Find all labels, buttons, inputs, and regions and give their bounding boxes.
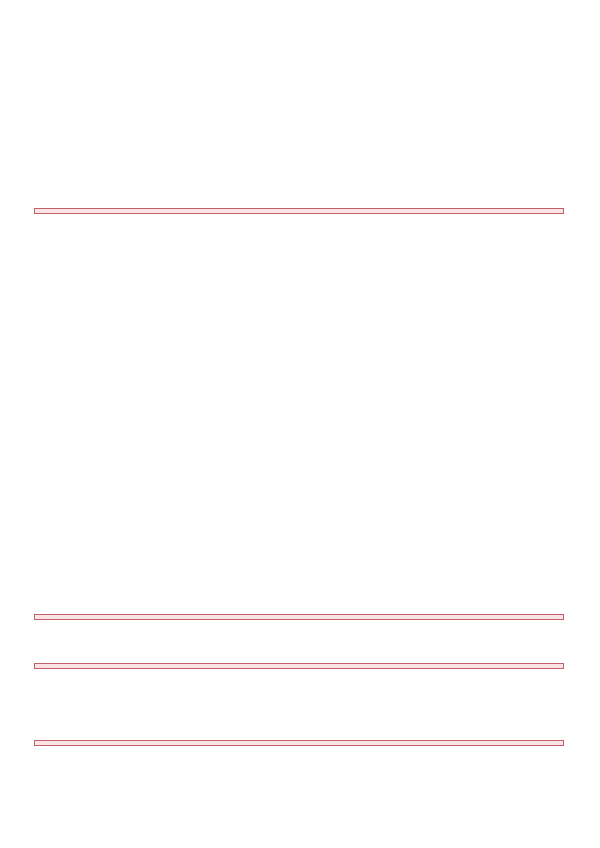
definition-box-area-metropolitana <box>34 614 564 620</box>
definition-box-red-urbana <box>34 208 564 214</box>
definition-box-funcion <box>34 740 564 746</box>
definition-box-conurbaciones <box>34 663 564 669</box>
